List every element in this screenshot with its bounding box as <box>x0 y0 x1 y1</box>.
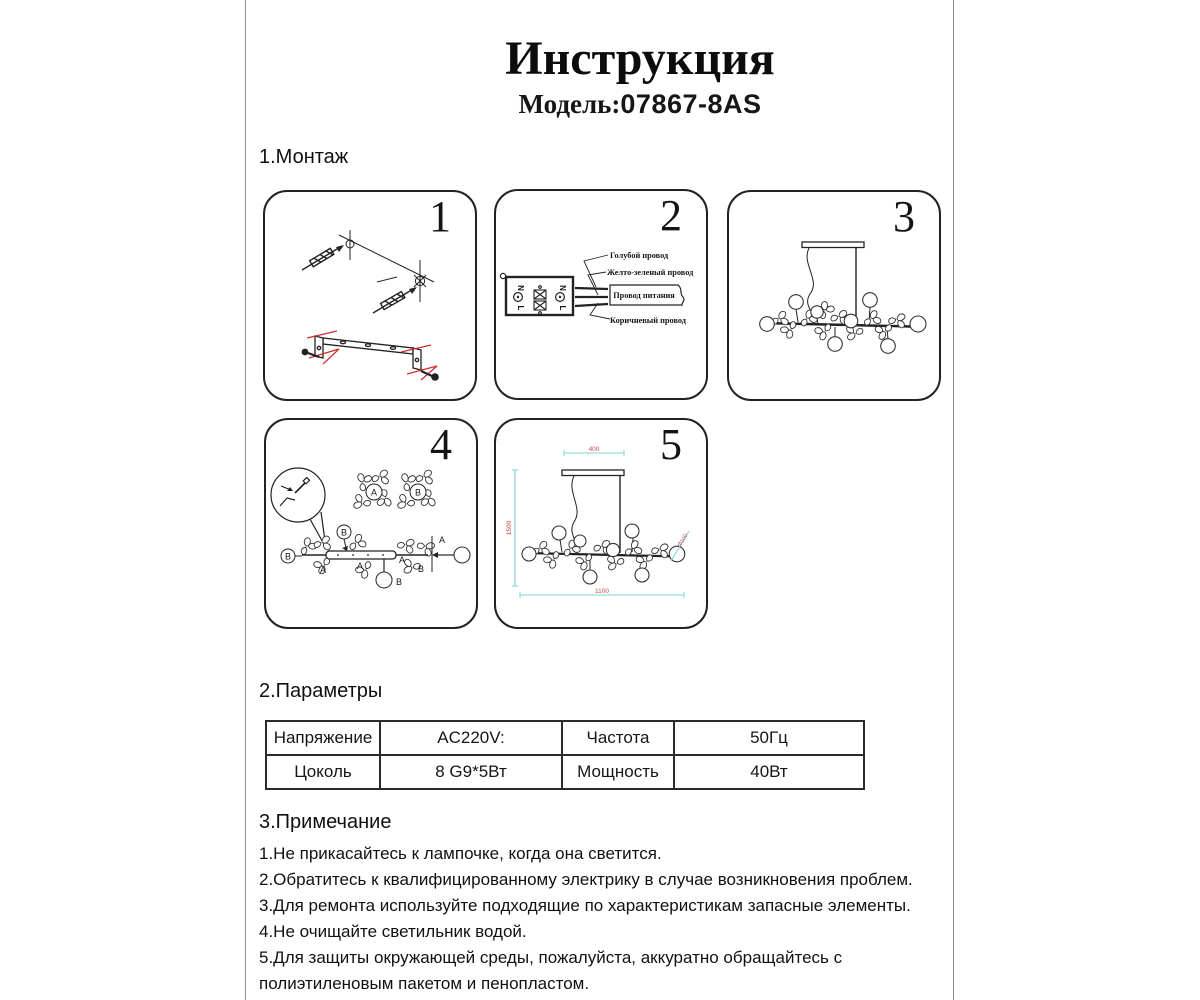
section-heading-montage: 1.Монтаж <box>259 146 349 168</box>
part-b-letter: B <box>414 487 422 498</box>
page-title: Инструкция <box>505 32 775 85</box>
part-a-letter: A <box>370 487 378 498</box>
label-b: B <box>396 577 403 587</box>
brown-wire-label: Коричневый провод <box>610 316 686 325</box>
param-label: Мощность <box>562 755 674 789</box>
note-item: 3.Для ремонта используйте подходящие по характеристикам запасные элементы. <box>259 896 911 915</box>
yellow-green-wire-label: Желто-зеленый провод <box>607 268 694 277</box>
panel-step-1 <box>263 190 477 401</box>
panel-number: 3 <box>893 192 915 241</box>
dim-height: 1500 <box>506 520 513 536</box>
power-wire-label: Провод питания <box>613 291 675 300</box>
wires <box>575 288 608 306</box>
model-label: Модель: <box>518 89 621 120</box>
terminal-block <box>500 273 573 315</box>
blue-wire-label: Голубой провод <box>610 251 669 260</box>
dim-length: 1100 <box>595 588 609 595</box>
model-value: 07867-8AS <box>620 89 762 120</box>
terminal-l-left: L <box>516 305 525 311</box>
label-a: A <box>320 565 327 575</box>
model-line <box>340 89 940 120</box>
panel-number: 5 <box>660 420 682 469</box>
svg-text:B: B <box>284 551 292 562</box>
panel-step-2 <box>494 189 708 400</box>
dim-top: 400 <box>588 446 600 453</box>
terminal-l-right: L <box>558 305 567 311</box>
param-value: 8 G9*5Вт <box>380 755 562 789</box>
anchor-screw-2 <box>373 287 417 313</box>
param-value: AC220V: <box>380 721 562 755</box>
page-header <box>340 34 940 120</box>
svg-text:B: B <box>340 527 348 538</box>
label-a: A <box>399 555 406 565</box>
note-item: 1.Не прикасайтесь к лампочке, когда она светится. <box>259 844 662 863</box>
panel-number: 4 <box>430 420 452 469</box>
table-row <box>266 721 864 755</box>
label-a: A <box>439 535 446 545</box>
anchor-screw-1 <box>302 245 344 270</box>
label-b: B <box>418 564 425 574</box>
dim-globe: Ø100 <box>677 533 690 548</box>
note-item: 5.Для защиты окружающей среды, пожалуйста, аккуратно обращайтесь с полиэтиленовым пакетом и пенопластом. <box>259 948 843 993</box>
label-a: A <box>357 561 364 571</box>
part-a-cluster <box>351 468 395 513</box>
panel-number: 1 <box>429 192 451 241</box>
table-row <box>266 755 864 789</box>
parameters-table <box>265 720 865 790</box>
param-label: Частота <box>562 721 674 755</box>
param-value: 50Гц <box>674 721 864 755</box>
note-item: 2.Обратитесь к квалифицированному электрику в случае возникновения проблем. <box>259 870 913 889</box>
leader-lines <box>584 255 610 319</box>
note-item: 4.Не очищайте светильник водой. <box>259 922 527 941</box>
callout-b-top <box>337 525 351 551</box>
panel-step-4 <box>264 418 478 629</box>
part-b-cluster <box>395 468 439 513</box>
section-heading-notes: 3.Примечание <box>259 811 392 833</box>
panel-number: 2 <box>660 191 682 240</box>
terminal-n-right: N <box>558 285 567 291</box>
panel-step-3 <box>727 190 941 401</box>
detail-bubble <box>271 468 326 548</box>
terminal-n-left: N <box>516 285 525 291</box>
section-heading-parameters: 2.Параметры <box>259 680 383 702</box>
param-label: Цоколь <box>266 755 380 789</box>
param-value: 40Вт <box>674 755 864 789</box>
mounting-bracket <box>315 336 421 370</box>
param-label: Напряжение <box>266 721 380 755</box>
panel-step-5 <box>494 418 708 629</box>
notes-list <box>259 841 959 997</box>
callout-b-left <box>281 549 302 563</box>
